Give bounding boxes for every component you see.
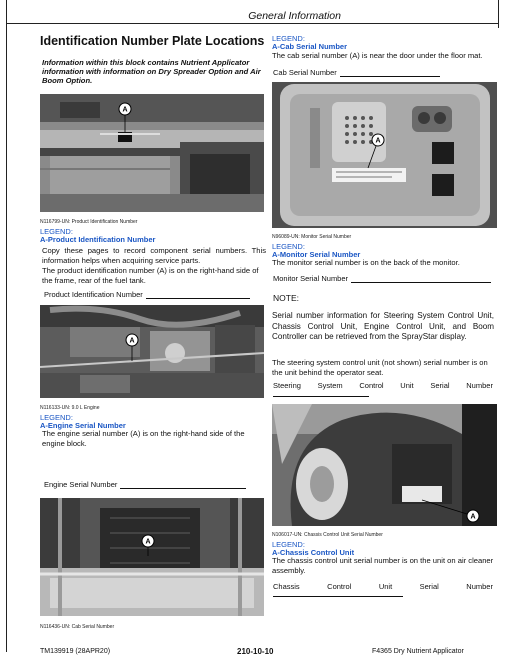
product-id-blank[interactable] bbox=[146, 291, 250, 299]
note-text: Serial number information for Steering System Control Unit, Chassis Control Unit, Engine Control Unit, and Boom Controller can be retrieved from the SprayStar display. bbox=[272, 311, 494, 341]
steering-word-5: Serial bbox=[430, 381, 450, 390]
chassis-control-unit-photo bbox=[272, 404, 497, 526]
chassis-field bbox=[273, 582, 493, 591]
monitor-caption: N96089-UN: Monitor Serial Number bbox=[272, 234, 352, 240]
intro-note: Information within this block contains Nutrient Applicator information with information on Dry Spreader Option and Air Boom Option. bbox=[42, 58, 261, 85]
section-title: General Information bbox=[248, 10, 341, 22]
chassis-legend-label: LEGEND: bbox=[272, 540, 305, 549]
monitor-callout: A bbox=[375, 137, 381, 145]
note-heading: NOTE: bbox=[273, 293, 299, 303]
page-title: Identification Number Plate Locations bbox=[40, 34, 265, 48]
steering-word-2: System bbox=[317, 381, 343, 390]
chassis-caption: N106017-UN: Chassis Control Unit Serial Number bbox=[272, 532, 383, 538]
chassis-location-text: The chassis control unit serial number is on the unit on air cleaner assembly. bbox=[272, 556, 494, 575]
product-id-photo bbox=[40, 94, 264, 212]
engine-field bbox=[44, 480, 246, 489]
cab-location-text: The cab serial number (A) is near the door under the floor mat. bbox=[272, 51, 483, 60]
monitor-field-label: Monitor Serial Number bbox=[273, 274, 349, 283]
engine-photo bbox=[40, 305, 264, 398]
steering-word-4: Unit bbox=[400, 381, 414, 390]
chassis-word-2: Control bbox=[327, 582, 352, 591]
page-header bbox=[6, 8, 499, 24]
cab-blank[interactable] bbox=[340, 69, 440, 77]
cab-legend-label: LEGEND: bbox=[272, 34, 305, 43]
chassis-legend-item: A-Chassis Control Unit bbox=[272, 548, 355, 557]
steering-word-1: Steering bbox=[273, 381, 301, 390]
engine-callout: A bbox=[129, 337, 135, 345]
chassis-word-5: Number bbox=[466, 582, 493, 591]
cab-field bbox=[273, 68, 440, 77]
product-id-legend-item: A-Product Identification Number bbox=[40, 235, 156, 244]
engine-blank[interactable] bbox=[120, 481, 246, 489]
footer-doc-id: TM139919 (28APR20) bbox=[40, 648, 111, 655]
steering-word-3: Control bbox=[359, 381, 384, 390]
steering-field bbox=[273, 381, 493, 390]
cab-legend-item: A-Cab Serial Number bbox=[272, 42, 348, 51]
steering-blank[interactable] bbox=[273, 396, 369, 397]
steering-word-6: Number bbox=[466, 381, 493, 390]
monitor-field bbox=[273, 274, 491, 283]
monitor-blank[interactable] bbox=[351, 275, 491, 283]
monitor-legend-label: LEGEND: bbox=[272, 242, 305, 251]
chassis-callout: A bbox=[470, 513, 476, 521]
cab-caption: N116436-UN: Cab Serial Number bbox=[40, 624, 115, 630]
footer-page-number: 210-10-10 bbox=[237, 647, 274, 656]
product-id-legend-label: LEGEND: bbox=[40, 227, 73, 236]
cab-photo bbox=[40, 498, 264, 616]
product-id-location-text: The product identification number (A) is on the right-hand side of the frame, rear of the fuel tank. bbox=[42, 266, 259, 285]
cab-field-label: Cab Serial Number bbox=[273, 68, 337, 77]
chassis-word-1: Chassis bbox=[273, 582, 300, 591]
engine-legend-item: A-Engine Serial Number bbox=[40, 421, 126, 430]
product-id-field bbox=[44, 290, 250, 299]
cab-callout: A bbox=[145, 538, 151, 546]
engine-location-text: The engine serial number (A) is on the right-hand side of the engine block. bbox=[42, 429, 245, 448]
product-id-field-label: Product Identification Number bbox=[44, 290, 143, 299]
monitor-location-text: The monitor serial number is on the back of the monitor. bbox=[272, 258, 460, 267]
engine-field-label: Engine Serial Number bbox=[44, 480, 118, 489]
engine-legend-label: LEGEND: bbox=[40, 413, 73, 422]
frame-left-rule bbox=[6, 0, 7, 652]
engine-caption: N116133-UN: 9.0 L Engine bbox=[40, 405, 100, 411]
copy-pages-text: Copy these pages to record component serial numbers. This information helps when acquiring service parts. bbox=[42, 246, 266, 265]
product-id-caption: N116799-UN: Product Identification Number bbox=[40, 219, 138, 225]
monitor-legend-item: A-Monitor Serial Number bbox=[272, 250, 361, 259]
chassis-word-4: Serial bbox=[419, 582, 439, 591]
chassis-blank[interactable] bbox=[273, 596, 403, 597]
chassis-word-3: Unit bbox=[378, 582, 393, 591]
monitor-photo bbox=[272, 82, 497, 228]
footer-product-name: F4365 Dry Nutrient Applicator bbox=[372, 648, 464, 655]
steering-location-text: The steering system control unit (not shown) serial number is on the unit behind the operator seat. bbox=[272, 358, 488, 377]
product-id-callout: A bbox=[122, 106, 128, 114]
